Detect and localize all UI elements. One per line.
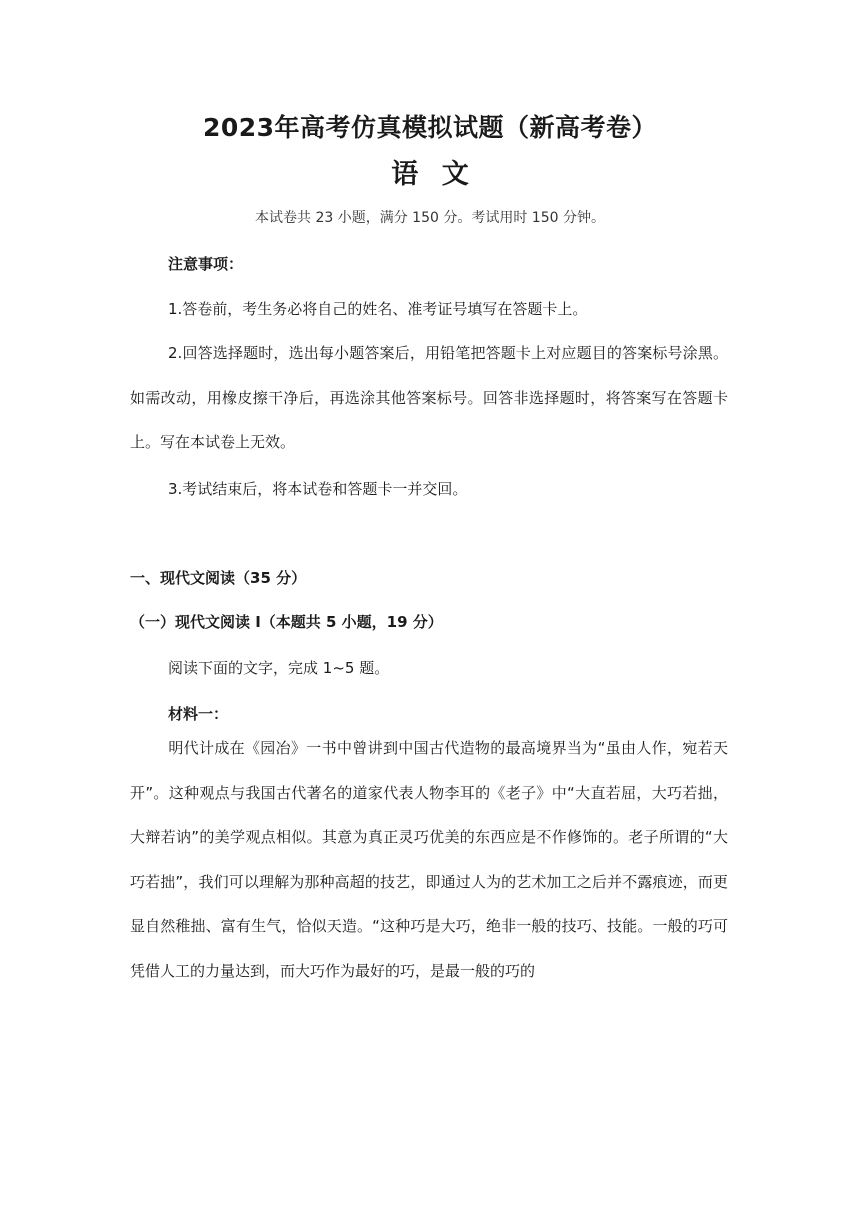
material-label: 材料一：: [168, 705, 229, 723]
note-item-2: [130, 331, 728, 465]
note-item-2-text: 2.回答选择题时，选出每小题答案后，用铅笔把答题卡上对应题目的答案标号涂黑。如需改动，用橡皮擦干净后，再选涂其他答案标号。回答非选择题时，将答案写在答题卡上。写在本试卷上无效。: [130, 344, 728, 452]
exam-title: 2023年高考仿真模拟试题（新高考卷）: [202, 113, 658, 142]
sub-section-heading: （一）现代文阅读 I（本题共 5 小题，19 分）: [130, 613, 443, 631]
reading-instruction: 阅读下面的文字，完成 1~5 题。: [168, 659, 390, 677]
material-text-content: 明代计成在《园冶》一书中曾讲到中国古代造物的最高境界当为“虽由人作，宛若天开”。这种观点与我国古代著名的道家代表人物李耳的《老子》中“大直若屈，大巧若拙，大辩若讷”的美学观点相似。其意为真正灵巧优美的东西应是不作修饰的。老子所谓的“大巧若拙”，我们可以理解为那种高超的技艺，即通过人为的艺术加工之后并不露痕迹，而更显自然稚拙、富有生气，恰似天造。“这种巧是大巧，绝非一般的技巧、技能。一般的巧可凭借人工的力量达到，而大巧作为最好的巧，是最一般的巧的: [130, 739, 728, 980]
notes-heading: 注意事项：: [168, 255, 244, 273]
subject-title: 语 文: [391, 159, 469, 190]
note-item-3: 3.考试结束后，将本试卷和答题卡一并交回。: [168, 480, 468, 498]
material-text: [130, 726, 728, 994]
exam-intro: 本试卷共 23 小题，满分 150 分。考试用时 150 分钟。: [255, 210, 605, 226]
note-item-1: 1.答卷前，考生务必将自己的姓名、准考证号填写在答题卡上。: [168, 300, 588, 318]
section-heading: 一、现代文阅读（35 分）: [130, 569, 307, 587]
